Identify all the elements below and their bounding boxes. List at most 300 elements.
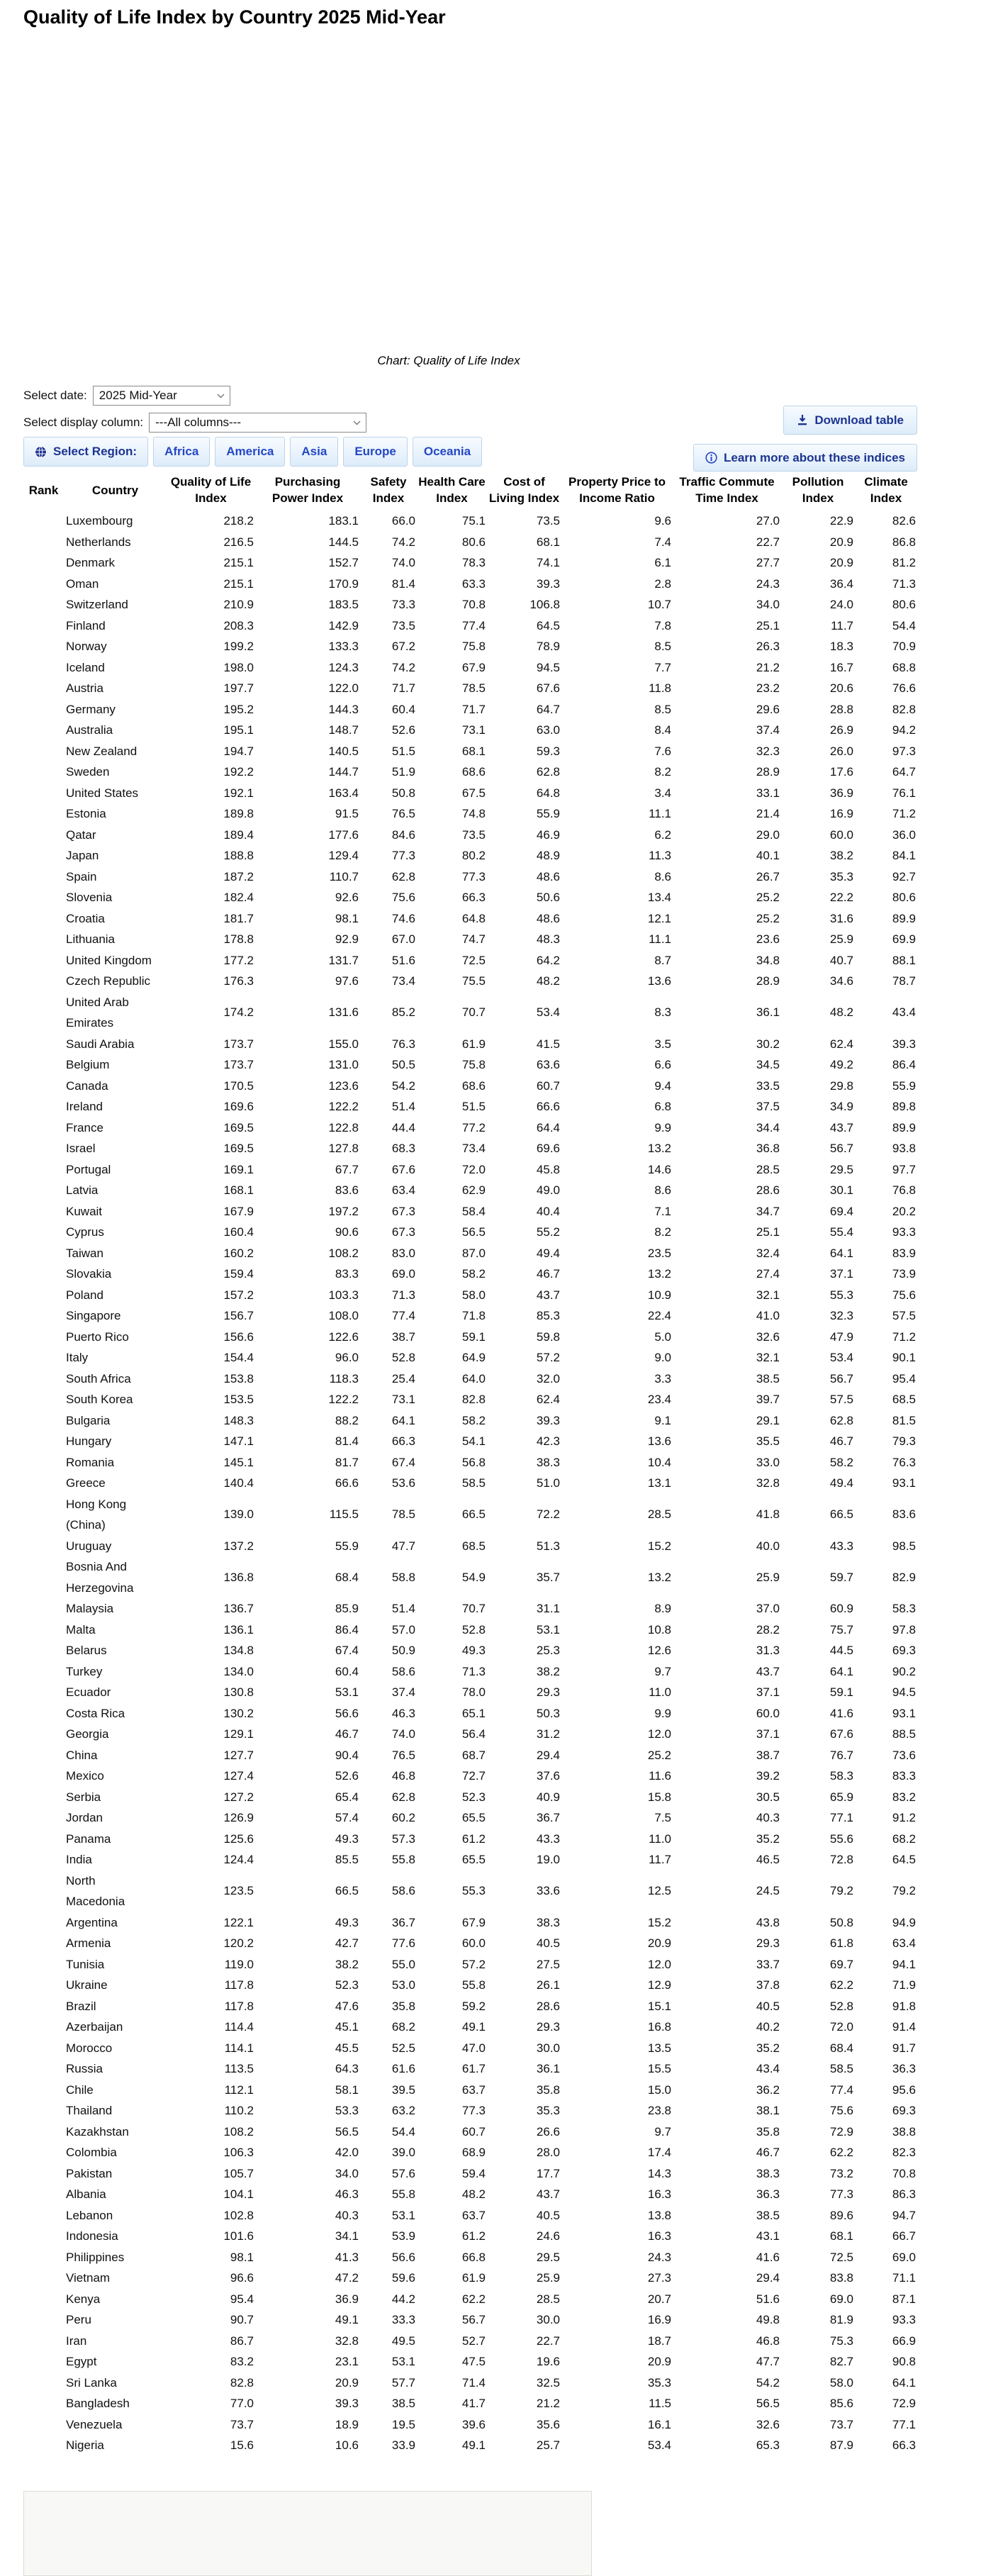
value-cell: 43.8 [756,1915,780,1929]
value-cell: 80.6 [892,598,916,611]
value-cell: 26.3 [756,640,780,653]
rank-cell [23,1556,64,1598]
value-cell: 40.2 [756,2020,780,2034]
value-cell: 33.7 [756,1957,780,1971]
value-cell: 45.8 [536,1162,560,1176]
country-cell: Nigeria [66,2438,104,2452]
value-cell: 83.6 [335,1183,359,1197]
country-cell: Austria [66,681,103,695]
value-cell: 29.1 [756,1413,780,1427]
value-cell: 36.0 [892,827,916,842]
region-button-europe[interactable] [343,437,408,467]
country-cell: Qatar [66,827,96,842]
value-cell: 66.3 [391,1434,415,1448]
country-cell: New Zealand [66,744,138,758]
value-cell: 36.7 [391,1915,415,1929]
value-cell: 71.7 [391,681,415,695]
value-cell: 117.8 [224,1999,254,2013]
value-cell: 73.5 [536,514,560,528]
value-cell: 61.7 [461,2062,486,2075]
column-header: Climate Index [864,475,908,505]
table-row [23,1703,917,1724]
value-cell: 11.0 [649,1831,671,1846]
value-cell: 22.9 [829,514,853,528]
table-row [23,1724,917,1745]
value-cell: 83.2 [892,1790,916,1804]
table-row [23,2309,917,2331]
value-cell: 58.6 [391,1664,415,1678]
value-cell: 15.1 [647,1999,671,2013]
rank-cell [23,2268,64,2289]
value-cell: 9.4 [654,1078,671,1093]
value-cell: 34.6 [829,974,853,988]
country-cell: Serbia [66,1790,101,1804]
table-row [23,1494,917,1536]
value-cell: 29.3 [756,1936,780,1950]
value-cell: 54.2 [756,2375,780,2390]
value-cell: 59.1 [829,1685,853,1699]
value-cell: 77.3 [461,869,486,883]
table-row [23,2373,917,2394]
country-cell: Switzerland [66,598,128,611]
value-cell: 24.5 [756,1884,780,1898]
column-header: Country [91,483,139,497]
value-cell: 127.7 [223,1748,254,1762]
rank-cell [23,1536,64,1557]
value-cell: 39.5 [391,2082,415,2097]
country-cell: Azerbaijan [66,2020,123,2034]
rank-cell [23,657,64,679]
value-cell: 170.9 [328,576,359,591]
value-cell: 152.7 [328,556,359,569]
region-button-africa[interactable] [153,437,210,467]
value-cell: 64.2 [536,953,560,967]
value-cell: 72.8 [829,1853,853,1866]
value-cell: 3.4 [654,786,671,800]
value-cell: 96.6 [230,2271,254,2285]
value-cell: 94.2 [892,723,916,737]
value-cell: 181.7 [223,911,254,925]
value-cell: 38.8 [892,2124,916,2139]
value-cell: 50.6 [536,891,560,904]
table-row [23,2142,917,2163]
value-cell: 47.7 [756,2355,780,2368]
rank-cell [23,2017,64,2038]
value-cell: 74.2 [391,660,415,674]
value-cell: 71.3 [892,576,916,591]
value-cell: 36.8 [756,1142,780,1155]
table-row [23,2184,917,2205]
value-cell: 67.0 [391,932,415,946]
value-cell: 35.6 [536,2417,560,2431]
value-cell: 110.2 [224,2104,254,2117]
table-row [23,1954,917,1975]
value-cell: 22.2 [829,891,853,904]
value-cell: 16.8 [647,2020,671,2034]
value-cell: 29.0 [756,827,780,842]
value-cell: 62.9 [461,1183,486,1197]
select-region-button[interactable] [23,437,148,467]
table-row [23,1285,917,1306]
value-cell: 56.8 [461,1455,486,1469]
value-cell: 136.1 [223,1622,254,1637]
learn-more-button[interactable] [693,444,917,472]
value-cell: 81.9 [829,2313,853,2326]
value-cell: 30.1 [829,1183,853,1197]
value-cell: 88.2 [335,1413,359,1427]
rank-cell [23,1285,64,1306]
value-cell: 32.8 [756,1476,780,1490]
table-row [23,1368,917,1390]
value-cell: 93.1 [892,1476,916,1490]
value-cell: 68.7 [461,1748,486,1762]
value-cell: 15.2 [647,1915,671,1929]
region-button-label: Africa [164,445,199,458]
rank-cell [23,532,64,553]
table-row [23,1389,917,1410]
table-body [23,511,917,2456]
value-cell: 13.2 [647,1267,671,1281]
value-cell: 38.5 [756,2208,780,2222]
table-row [23,1452,917,1473]
country-cell: Kenya [66,2292,101,2306]
value-cell: 20.9 [829,556,853,569]
value-cell: 65.5 [461,1811,486,1824]
value-cell: 7.7 [654,660,671,674]
value-cell: 25.9 [536,2271,560,2285]
value-cell: 56.7 [829,1142,853,1155]
value-cell: 94.9 [892,1915,916,1929]
rank-cell [23,1159,64,1181]
value-cell: 71.3 [461,1664,486,1678]
value-cell: 168.1 [223,1183,254,1197]
value-cell: 144.5 [328,535,359,549]
value-cell: 29.5 [536,2250,560,2264]
value-cell: 31.3 [756,1644,780,1657]
value-cell: 55.3 [461,1884,486,1898]
table-row [23,1327,917,1348]
rank-cell [23,2163,64,2185]
rank-cell [23,741,64,762]
value-cell: 148.3 [223,1413,254,1427]
value-cell: 58.1 [335,2082,359,2097]
region-button-oceania[interactable] [413,437,482,467]
value-cell: 19.0 [536,1853,560,1866]
value-cell: 33.1 [756,786,780,800]
value-cell: 77.4 [461,618,486,632]
value-cell: 72.2 [536,1507,560,1522]
value-cell: 25.2 [647,1748,671,1762]
region-button-america[interactable] [215,437,285,467]
table-row [23,2393,917,2414]
value-cell: 87.1 [892,2292,916,2306]
value-cell: 130.8 [223,1685,254,1699]
value-cell: 12.5 [647,1884,671,1898]
value-cell: 60.0 [461,1936,486,1950]
value-cell: 54.4 [892,618,916,632]
table-row [23,2058,917,2080]
table-row [23,1243,917,1264]
value-cell: 178.8 [223,932,254,946]
select-date-label: Select date: [23,389,87,402]
rank-cell [23,1787,64,1808]
value-cell: 79.2 [829,1884,853,1898]
country-cell: Australia [66,723,113,737]
value-cell: 52.8 [391,1351,415,1364]
value-cell: 74.0 [391,1727,415,1741]
country-cell: Finland [66,618,106,632]
value-cell: 8.2 [654,765,671,779]
select-column-dropdown[interactable] [149,413,366,433]
value-cell: 106.3 [223,2146,254,2159]
country-cell: Argentina [66,1915,118,1929]
table-row [23,1096,917,1117]
rank-cell [23,2038,64,2059]
table-row [23,1431,917,1452]
rank-cell [23,552,64,574]
rank-cell [23,2435,64,2456]
rank-cell [23,1117,64,1139]
value-cell: 76.6 [892,681,916,695]
value-cell: 67.9 [461,660,486,674]
value-cell: 53.1 [536,1622,560,1637]
value-cell: 64.7 [536,702,560,716]
value-cell: 82.6 [892,514,916,528]
value-cell: 39.3 [536,576,560,591]
value-cell: 5.0 [654,1329,671,1344]
value-cell: 65.9 [829,1790,853,1804]
country-cell: Venezuela [66,2417,123,2431]
rank-cell [23,1661,64,1683]
value-cell: 24.3 [647,2250,671,2264]
value-cell: 6.2 [654,827,671,842]
value-cell: 189.4 [223,827,254,842]
table-row [23,2163,917,2185]
value-cell: 47.2 [335,2271,359,2285]
value-cell: 122.8 [328,1120,359,1134]
value-cell: 40.5 [536,1936,560,1950]
value-cell: 67.9 [461,1915,486,1929]
globe-icon [35,446,47,458]
value-cell: 67.5 [461,786,486,800]
country-cell: Saudi Arabia [66,1037,135,1051]
value-cell: 56.7 [461,2313,486,2326]
value-cell: 215.1 [223,556,254,569]
value-cell: 74.8 [461,807,486,820]
country-cell: Indonesia [66,2229,118,2243]
value-cell: 183.1 [328,514,359,528]
value-cell: 3.3 [654,1371,671,1385]
rank-cell [23,1933,64,1954]
value-cell: 156.7 [223,1309,254,1322]
value-cell: 11.7 [649,1853,671,1866]
value-cell: 56.5 [335,2124,359,2139]
value-cell: 54.4 [391,2124,415,2139]
rank-cell [23,1807,64,1829]
value-cell: 50.3 [536,1706,560,1720]
value-cell: 173.7 [223,1058,254,1071]
value-cell: 41.3 [335,2250,359,2264]
value-cell: 35.3 [536,2104,560,2117]
value-cell: 122.2 [328,1393,359,1406]
value-cell: 8.5 [654,640,671,653]
value-cell: 69.9 [892,932,916,946]
rank-cell [23,783,64,804]
value-cell: 79.2 [892,1884,916,1898]
country-cell: Denmark [66,556,115,569]
value-cell: 167.9 [223,1204,254,1218]
value-cell: 57.6 [391,2166,415,2180]
table-row [23,1034,917,1055]
value-cell: 44.5 [829,1644,853,1657]
table-row [23,574,917,595]
value-cell: 66.9 [892,2334,916,2348]
value-cell: 60.0 [756,1706,780,1720]
value-cell: 36.1 [536,2062,560,2075]
table-row [23,1912,917,1934]
value-cell: 11.3 [649,849,671,862]
value-cell: 33.0 [756,1455,780,1469]
value-cell: 7.4 [654,535,671,549]
country-cell: United Arab Emirates [66,995,129,1030]
value-cell: 75.6 [892,1288,916,1302]
value-cell: 69.3 [892,2104,916,2117]
value-cell: 140.5 [328,744,359,758]
value-cell: 2.8 [654,576,671,591]
value-cell: 64.1 [892,2375,916,2390]
country-cell: Netherlands [66,535,131,549]
value-cell: 82.3 [892,2146,916,2159]
value-cell: 85.3 [536,1309,560,1322]
country-cell: Malaysia [66,1602,114,1615]
value-cell: 88.5 [892,1727,916,1741]
value-cell: 144.3 [328,702,359,716]
table-row [23,2100,917,2121]
value-cell: 13.2 [647,1142,671,1155]
value-cell: 177.6 [328,827,359,842]
rank-cell [23,2414,64,2436]
value-cell: 77.1 [892,2417,916,2431]
value-cell: 8.4 [654,723,671,737]
value-cell: 69.6 [536,1142,560,1155]
rank-cell [23,2393,64,2414]
table-row [23,1138,917,1159]
value-cell: 28.5 [536,2292,560,2306]
value-cell: 55.9 [892,1078,916,1093]
country-cell: Ireland [66,1100,103,1113]
value-cell: 15.8 [647,1790,671,1804]
value-cell: 67.4 [335,1644,359,1657]
value-cell: 39.6 [461,2417,486,2431]
table-row [23,1076,917,1097]
country-cell: Thailand [66,2104,113,2117]
value-cell: 122.0 [328,681,359,695]
value-cell: 11.1 [649,807,671,820]
value-cell: 106.8 [529,598,560,611]
value-cell: 67.3 [391,1225,415,1239]
value-cell: 95.4 [230,2292,254,2306]
value-cell: 10.8 [647,1622,671,1637]
country-cell: Bulgaria [66,1413,111,1427]
value-cell: 35.2 [756,2041,780,2055]
rank-cell [23,1096,64,1117]
value-cell: 30.2 [756,1037,780,1051]
value-cell: 77.4 [829,2082,853,2097]
value-cell: 84.1 [892,849,916,862]
table-row [23,1829,917,1850]
value-cell: 79.3 [892,1434,916,1448]
value-cell: 7.1 [654,1204,671,1218]
value-cell: 68.3 [391,1142,415,1155]
value-cell: 32.3 [756,744,780,758]
value-cell: 29.8 [829,1078,853,1093]
table-row [23,1180,917,1201]
column-header: Rank [28,483,59,497]
value-cell: 215.1 [223,576,254,591]
value-cell: 9.0 [654,1351,671,1364]
value-cell: 23.1 [335,2355,359,2368]
value-cell: 90.6 [335,1225,359,1239]
value-cell: 46.8 [756,2334,780,2348]
region-button-asia[interactable] [290,437,338,467]
country-cell: Kuwait [66,1204,103,1218]
table-row [23,615,917,637]
download-table-button[interactable] [783,406,917,435]
value-cell: 32.8 [335,2334,359,2348]
value-cell: 31.1 [536,1602,560,1615]
value-cell: 75.5 [461,974,486,988]
value-cell: 64.0 [461,1371,486,1385]
country-cell: Iran [66,2334,87,2348]
rank-cell [23,2100,64,2121]
value-cell: 29.4 [756,2271,780,2285]
value-cell: 66.6 [536,1100,560,1113]
value-cell: 83.3 [892,1769,916,1783]
value-cell: 124.4 [223,1853,254,1866]
value-cell: 93.3 [892,2313,916,2326]
value-cell: 74.1 [536,556,560,569]
page [0,6,1003,2533]
value-cell: 52.3 [335,1978,359,1992]
chevron-down-icon [217,394,225,398]
value-cell: 51.4 [391,1100,415,1113]
table-row [23,741,917,762]
value-cell: 50.8 [829,1915,853,1929]
country-cell: Ukraine [66,1978,108,1992]
value-cell: 59.4 [461,2166,486,2180]
value-cell: 6.6 [654,1058,671,1071]
value-cell: 195.1 [223,723,254,737]
value-cell: 28.6 [756,1183,780,1197]
country-cell: Ecuador [66,1685,111,1699]
value-cell: 29.3 [536,1685,560,1699]
value-cell: 81.4 [391,576,415,591]
value-cell: 89.6 [829,2208,853,2222]
country-cell: Turkey [66,1664,103,1678]
select-date-dropdown[interactable] [93,386,230,406]
value-cell: 36.9 [335,2292,359,2306]
value-cell: 39.3 [536,1413,560,1427]
value-cell: 45.5 [335,2041,359,2055]
value-cell: 160.4 [223,1225,254,1239]
value-cell: 98.1 [230,2250,254,2264]
value-cell: 199.2 [223,640,254,653]
value-cell: 49.3 [461,1644,486,1657]
value-cell: 74.0 [391,556,415,569]
country-cell: Croatia [66,911,105,925]
value-cell: 73.9 [892,1267,916,1281]
value-cell: 90.7 [230,2313,254,2326]
